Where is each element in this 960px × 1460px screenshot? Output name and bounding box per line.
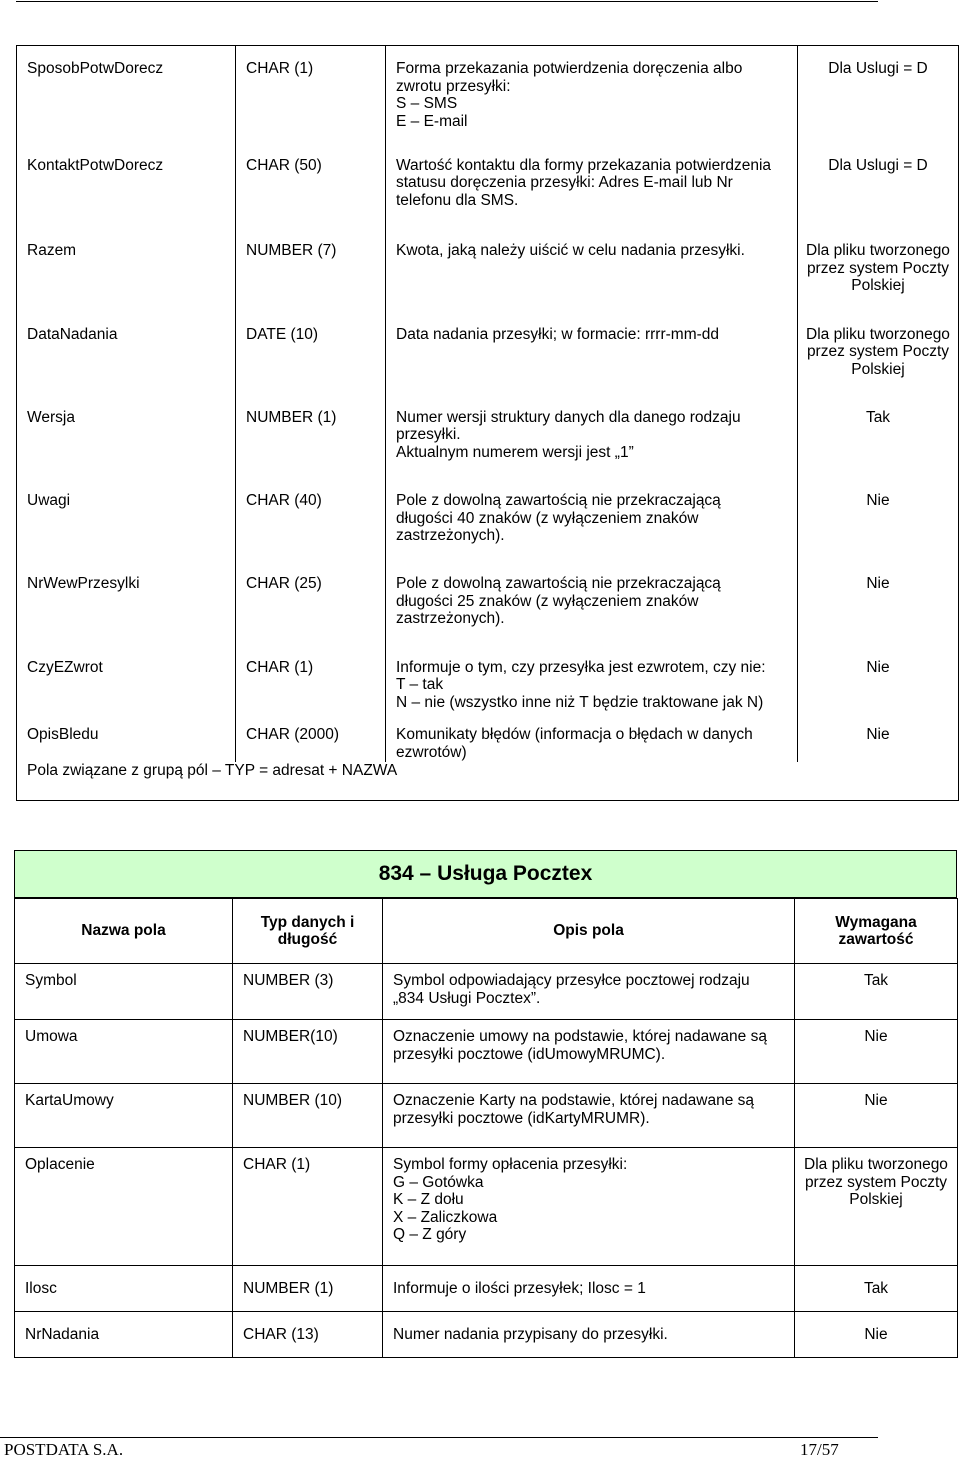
field-name: SposobPotwDorecz <box>17 46 236 143</box>
field-name: Ilosc <box>15 1266 233 1312</box>
table-row <box>17 312 959 395</box>
text-line: przesyłki. <box>396 426 461 444</box>
text-line: Pole z dowolną zawartością nie przekraczającą <box>396 575 721 593</box>
field-type: CHAR (2000) <box>236 712 386 762</box>
table-row <box>17 395 959 478</box>
text-line: Nie <box>864 1325 888 1343</box>
field-required <box>795 1266 958 1312</box>
field-description <box>383 1020 795 1084</box>
field-type: DATE (10) <box>236 312 386 395</box>
field-type: CHAR (1) <box>233 1148 383 1266</box>
text-line: Wymagana <box>835 913 917 931</box>
text-line: Aktualnym numerem wersji jest „1” <box>396 443 634 461</box>
field-required <box>798 478 959 561</box>
text-line: Forma przekazania potwierdzenia doręczenia albo <box>396 60 743 77</box>
text-line: Nazwa pola <box>81 922 166 940</box>
field-description <box>386 645 798 713</box>
field-description <box>386 395 798 478</box>
text-line: długości 25 znaków (z wyłączeniem znaków <box>396 592 699 610</box>
text-line: Symbol odpowiadający przesyłce pocztowej rodzaju <box>393 972 750 989</box>
text-line: Polskiej <box>849 1191 903 1208</box>
text-line: Opis pola <box>553 922 624 940</box>
text-line: Q – Z góry <box>393 1226 467 1243</box>
text-line: Nie <box>866 726 890 744</box>
text-line: statusu doręczenia przesyłki: Adres E-mail lub Nr <box>396 174 733 192</box>
text-line: telefonu dla SMS. <box>396 191 519 209</box>
text-line: przez system Poczty <box>806 343 950 361</box>
field-name: Symbol <box>15 964 233 1020</box>
table-row <box>15 1084 958 1148</box>
text-line: Data nadania przesyłki; w formacie: rrrr-mm-dd <box>396 325 720 343</box>
text-line: Dla pliku tworzonego <box>806 242 950 260</box>
text-line: długości 40 znaków (z wyłączeniem znaków <box>396 509 699 527</box>
field-description <box>386 46 798 143</box>
text-line: N – nie (wszystko inne niż T będzie traktowane jak N) <box>396 693 764 711</box>
text-line: Komunikaty błędów (informacja o błędach w danych <box>396 726 753 744</box>
text-line: Symbol formy opłacenia przesyłki: <box>393 1156 628 1173</box>
table-row <box>15 964 958 1020</box>
field-required <box>798 395 959 478</box>
field-type: NUMBER (1) <box>233 1266 383 1312</box>
table-row <box>17 143 959 228</box>
table-row <box>17 228 959 311</box>
table-row <box>17 478 959 561</box>
text-line: S – SMS <box>396 95 458 112</box>
text-line: zastrzeżonych). <box>396 527 505 545</box>
table-row <box>17 46 959 143</box>
text-line: Nie <box>866 492 890 510</box>
text-line: zastrzeżonych). <box>396 610 505 628</box>
text-line: Wartość kontaktu dla formy przekazania potwierdzenia <box>396 156 772 174</box>
text-line: Nie <box>866 575 890 593</box>
text-line: długość <box>277 931 338 948</box>
field-name: NrNadania <box>15 1312 233 1358</box>
table-row <box>17 712 959 762</box>
table-row <box>17 561 959 644</box>
field-name: OpisBledu <box>17 712 236 762</box>
field-type: CHAR (13) <box>233 1312 383 1358</box>
field-required <box>795 1148 958 1266</box>
text-line: Dla pliku tworzonego <box>806 325 950 343</box>
text-line: Tak <box>865 408 891 426</box>
field-required <box>798 712 959 762</box>
field-name: Razem <box>17 228 236 311</box>
field-description <box>386 561 798 644</box>
column-header <box>233 899 383 964</box>
table-row <box>15 1148 958 1266</box>
field-type: NUMBER (10) <box>233 1084 383 1148</box>
text-line: G – Gotówka <box>393 1173 484 1191</box>
field-required <box>798 645 959 713</box>
text-line: przez system Poczty <box>806 259 950 277</box>
field-description <box>386 143 798 228</box>
field-required <box>798 46 959 143</box>
field-name: Uwagi <box>17 478 236 561</box>
table-row <box>15 1020 958 1084</box>
table-row <box>15 1266 958 1312</box>
text-line: przesyłki pocztowe (idUmowyMRUMC). <box>393 1045 666 1063</box>
field-required <box>795 1020 958 1084</box>
text-line: Nie <box>864 1092 888 1109</box>
field-description <box>383 964 795 1020</box>
field-type: CHAR (1) <box>236 46 386 143</box>
text-line: przesyłki pocztowe (idKartyMRUMR). <box>393 1109 650 1127</box>
text-line: Nie <box>864 1028 888 1045</box>
field-name: CzyEZwrot <box>17 645 236 713</box>
text-line: Dla pliku tworzonego <box>804 1156 948 1173</box>
field-name: Oplacenie <box>15 1148 233 1266</box>
field-name: NrWewPrzesylki <box>17 561 236 644</box>
text-line: Informuje o ilości przesyłek; Ilosc = 1 <box>393 1279 646 1297</box>
table-row <box>17 645 959 713</box>
field-type: CHAR (1) <box>236 645 386 713</box>
text-line: Pole z dowolną zawartością nie przekraczającą <box>396 492 721 510</box>
footer-page-number: 17/57 <box>800 1440 839 1459</box>
text-line: Oznaczenie umowy na podstawie, której nadawane są <box>393 1028 767 1045</box>
footer-rule <box>0 1437 878 1438</box>
text-line: Typ danych i <box>260 913 355 931</box>
text-line: Dla Uslugi = D <box>828 60 928 77</box>
text-line: E – E-mail <box>396 112 468 130</box>
text-line: T – tak <box>396 676 444 694</box>
field-required <box>798 143 959 228</box>
field-type: CHAR (50) <box>236 143 386 228</box>
text-line: Kwota, jaką należy uiścić w celu nadania przesyłki. <box>396 242 745 260</box>
text-line: Polskiej <box>851 360 905 378</box>
field-type: CHAR (40) <box>236 478 386 561</box>
field-required <box>795 1084 958 1148</box>
pocztex-fields-table <box>14 898 958 1358</box>
field-description <box>383 1266 795 1312</box>
field-description <box>386 712 798 762</box>
section-heading: 834 – Usługa Pocztex <box>14 850 957 898</box>
fields-table-continued <box>16 45 959 801</box>
text-line: Oznaczenie Karty na podstawie, której nadawane są <box>393 1092 755 1109</box>
field-name: DataNadania <box>17 312 236 395</box>
text-line: Nie <box>866 658 890 676</box>
field-name: Wersja <box>17 395 236 478</box>
text-line: Polskiej <box>851 277 905 295</box>
field-description <box>386 478 798 561</box>
text-line: Tak <box>863 972 889 989</box>
column-header <box>795 899 958 964</box>
text-line: Numer nadania przypisany do przesyłki. <box>393 1325 668 1343</box>
field-description <box>383 1148 795 1266</box>
field-description <box>386 228 798 311</box>
column-header <box>383 899 795 964</box>
field-required <box>795 1312 958 1358</box>
field-type: NUMBER (7) <box>236 228 386 311</box>
field-required <box>795 964 958 1020</box>
field-type: CHAR (25) <box>236 561 386 644</box>
group-note: Pola związane z grupą pól – TYP = adresat + NAZWA <box>17 762 959 801</box>
field-required <box>798 561 959 644</box>
top-rule <box>16 1 878 2</box>
text-line: Informuje o tym, czy przesyłka jest ezwrotem, czy nie: <box>396 658 766 676</box>
text-line: Tak <box>863 1279 889 1297</box>
table-note-row <box>17 762 959 801</box>
text-line: zawartość <box>838 931 914 948</box>
text-line: „834 Usługi Pocztex”. <box>393 989 541 1007</box>
text-line: ezwrotów) <box>396 743 467 761</box>
field-description <box>383 1084 795 1148</box>
text-line: Dla Uslugi = D <box>828 156 928 174</box>
text-line: przez system Poczty <box>804 1173 948 1191</box>
field-required <box>798 312 959 395</box>
field-type: NUMBER (3) <box>233 964 383 1020</box>
field-description <box>386 312 798 395</box>
field-name: Umowa <box>15 1020 233 1084</box>
footer-company: POSTDATA S.A. <box>4 1440 124 1459</box>
field-name: KartaUmowy <box>15 1084 233 1148</box>
field-type: NUMBER(10) <box>233 1020 383 1084</box>
field-description <box>383 1312 795 1358</box>
table-row <box>15 1312 958 1358</box>
text-line: zwrotu przesyłki: <box>396 77 511 95</box>
text-line: Numer wersji struktury danych dla danego rodzaju <box>396 408 741 426</box>
field-type: NUMBER (1) <box>236 395 386 478</box>
text-line: K – Z dołu <box>393 1191 464 1208</box>
text-line: X – Zaliczkowa <box>393 1208 498 1226</box>
field-name: KontaktPotwDorecz <box>17 143 236 228</box>
column-header <box>15 899 233 964</box>
field-required <box>798 228 959 311</box>
